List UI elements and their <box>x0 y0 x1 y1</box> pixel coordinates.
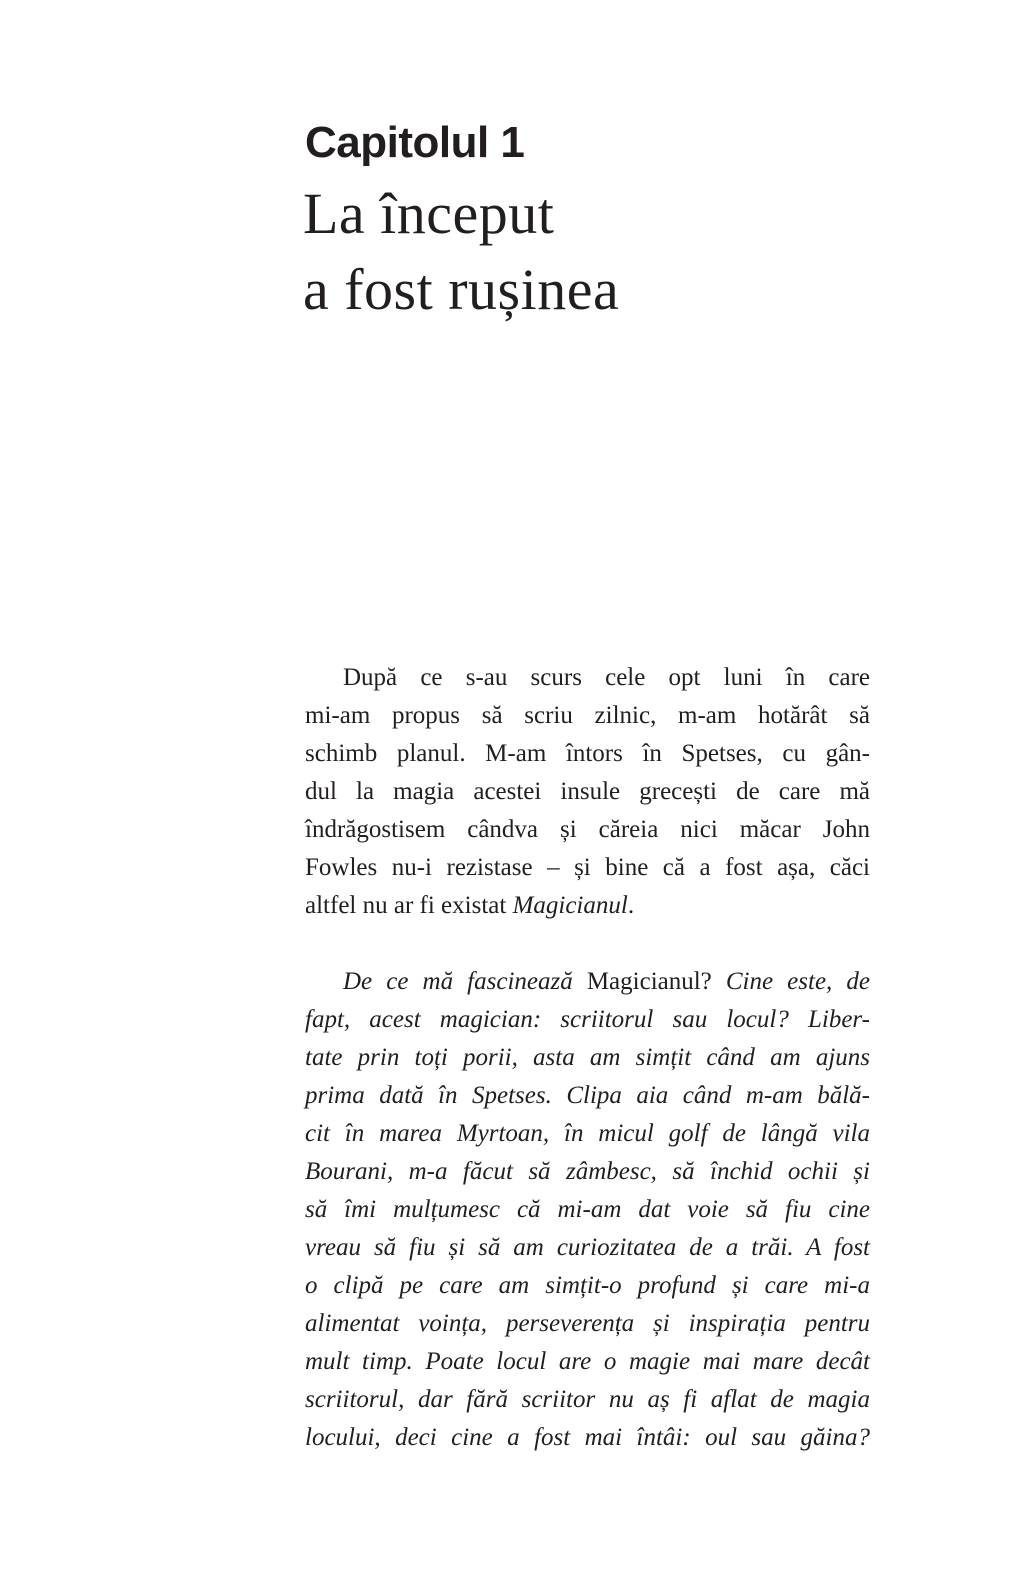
emphasis-text: Magicianul <box>512 892 628 919</box>
chapter-title <box>303 176 619 328</box>
text-segment: dul la magia acestei insule grecești de care mă <box>305 778 870 805</box>
text-line <box>305 659 870 697</box>
paragraph <box>305 659 870 925</box>
text-segment: alimentat voința, perseverența și inspirația pentru <box>305 1310 870 1337</box>
text-segment: Fowles nu-i rezistase – și bine că a fost așa, căci <box>305 854 870 881</box>
text-line <box>305 773 870 811</box>
text-line <box>305 1191 870 1229</box>
text-line <box>305 1343 870 1381</box>
text-line <box>305 1115 870 1153</box>
text-segment: . <box>627 892 635 919</box>
text-line <box>305 1267 870 1305</box>
text-line <box>305 1039 870 1077</box>
emphasis-text: Magicianul? <box>586 968 712 995</box>
text-line <box>305 1153 870 1191</box>
text-segment: vreau să fiu și să am curiozitatea de a trăi. A fost <box>305 1234 870 1261</box>
text-line <box>305 887 870 925</box>
text-segment: locului, deci cine a fost mai întâi: oul sau găina? <box>305 1424 870 1451</box>
chapter-title-line2: a fost rușinea <box>303 257 620 322</box>
text-segment: îndrăgostisem cândva și căreia nici măcar John <box>305 816 870 843</box>
text-segment: Cine este, de <box>711 968 870 995</box>
text-segment: fapt, acest magician: scriitorul sau locul? Liber- <box>305 1006 870 1033</box>
chapter-kicker: Capitolul 1 <box>305 118 525 167</box>
text-segment: scriitorul, dar fără scriitor nu aș fi aflat de magia <box>305 1386 870 1413</box>
text-segment: mi-am propus să scriu zilnic, m-am hotărât să <box>305 702 870 729</box>
text-line <box>305 1229 870 1267</box>
text-segment: După ce s-au scurs cele opt luni în care <box>343 664 870 691</box>
chapter-title-line1: La început <box>303 181 555 246</box>
text-segment: De ce mă fascinează <box>343 968 587 995</box>
text-segment: cit în marea Myrtoan, în micul golf de lângă vila <box>305 1120 870 1147</box>
text-line <box>305 1077 870 1115</box>
text-segment: prima dată în Spetses. Clipa aia când m-am bălă- <box>305 1082 870 1109</box>
text-segment: tate prin toți porii, asta am simțit când am ajuns <box>305 1044 870 1071</box>
body-text <box>305 659 870 1457</box>
text-segment: Bourani, m-a făcut să zâmbesc, să închid ochii și <box>305 1158 870 1185</box>
text-segment: o clipă pe care am simțit-o profund și care mi-a <box>305 1272 870 1299</box>
text-segment: altfel nu ar fi existat <box>305 892 513 919</box>
text-line <box>305 1305 870 1343</box>
text-line <box>305 1419 870 1457</box>
text-segment: să îmi mulțumesc că mi-am dat voie să fiu cine <box>305 1196 870 1223</box>
text-segment: schimb planul. M-am întors în Spetses, cu gân- <box>305 740 870 767</box>
text-line <box>305 811 870 849</box>
text-line <box>305 735 870 773</box>
text-line <box>305 963 870 1001</box>
text-line <box>305 1381 870 1419</box>
text-line <box>305 697 870 735</box>
text-line <box>305 849 870 887</box>
text-line <box>305 1001 870 1039</box>
text-segment: mult timp. Poate locul are o magie mai mare decât <box>305 1348 870 1375</box>
paragraph <box>305 963 870 1457</box>
